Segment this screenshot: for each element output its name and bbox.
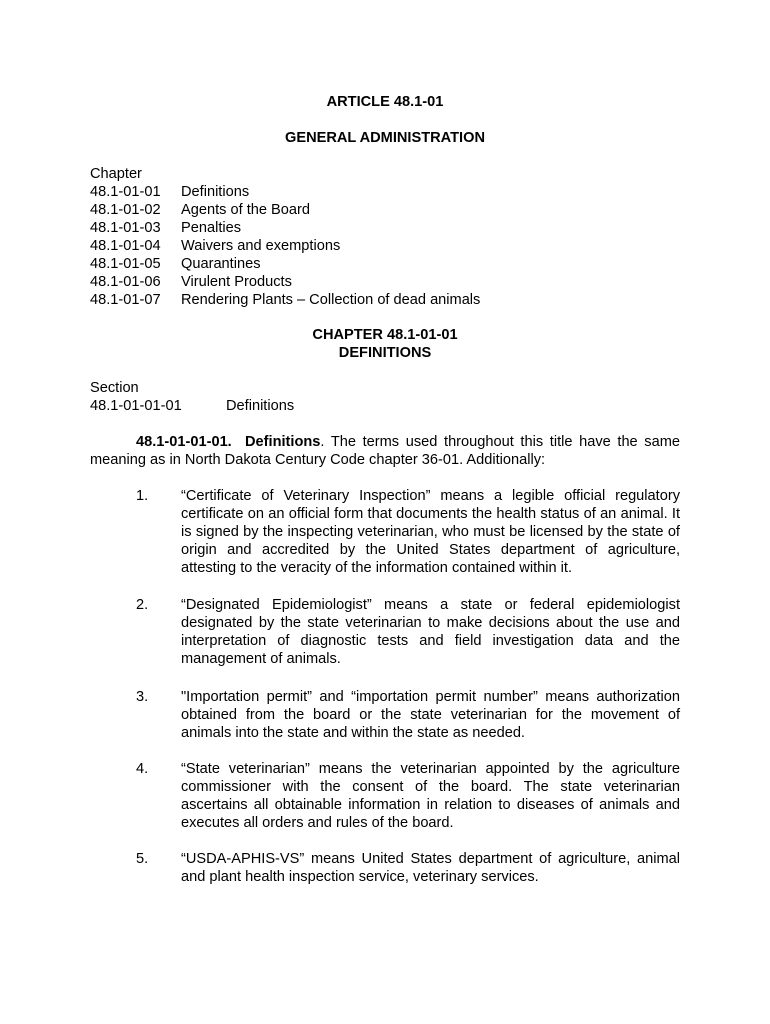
toc-row-number: 48.1-01-02 bbox=[90, 202, 161, 218]
definitions-intro-text: . The terms used throughout this title have the same meaning as in North Dakota Century Code chapter 36-01. Additionally: bbox=[90, 434, 680, 468]
toc-row-title: Quarantines bbox=[181, 256, 261, 272]
definition-text: “Designated Epidemiologist” means a state or federal epidemiologist designated by the state veterinarian to make decisions about the use and interpretation of diagnostic tests and field investigation data and the management of animals. bbox=[181, 597, 680, 667]
toc-row-number: 48.1-01-04 bbox=[90, 238, 161, 254]
article-subtitle: GENERAL ADMINISTRATION bbox=[285, 130, 485, 146]
toc-row-title: Agents of the Board bbox=[181, 202, 310, 218]
toc-row-title: Definitions bbox=[181, 184, 250, 200]
definitions-intro bbox=[90, 433, 680, 469]
definitions-lead-title: Definitions bbox=[245, 434, 321, 450]
definition-text: “USDA-APHIS-VS” means United States department of agriculture, animal and plant health inspection service, veterinary services. bbox=[181, 851, 680, 885]
toc-row-title: Rendering Plants – Collection of dead animals bbox=[181, 292, 481, 308]
section-index-title: Definitions bbox=[226, 398, 295, 414]
toc-row-number: 48.1-01-01 bbox=[90, 184, 161, 200]
definition-number: 4. bbox=[136, 761, 149, 777]
toc-row-number: 48.1-01-03 bbox=[90, 220, 161, 236]
toc-row-title: Penalties bbox=[181, 220, 242, 236]
toc-row-title: Virulent Products bbox=[181, 274, 292, 290]
definition-number: 2. bbox=[136, 597, 149, 613]
definition-text: “Certificate of Veterinary Inspection” means a legible official regulatory certificate on an official form that documents the health status of an animal. It is signed by the inspecting veterinarian, who must be licensed by the state of origin and accredited by the United States department of agriculture, attesting to the veracity of the information contained within it. bbox=[181, 488, 680, 576]
toc-label: Chapter bbox=[90, 166, 142, 182]
toc-row-title: Waivers and exemptions bbox=[181, 238, 341, 254]
definition-number: 3. bbox=[136, 689, 149, 705]
chapter-subtitle: DEFINITIONS bbox=[338, 345, 432, 361]
section-label: Section bbox=[90, 380, 139, 396]
definition-text: “State veterinarian” means the veterinarian appointed by the agriculture commissioner with the consent of the board. The state veterinarian ascertains all obtainable information in relation to diseases of animals and executes all orders and rules of the board. bbox=[181, 761, 680, 831]
toc-row-number: 48.1-01-07 bbox=[90, 292, 161, 308]
definitions-lead-number: 48.1-01-01-01. bbox=[136, 434, 232, 450]
article-title: ARTICLE 48.1-01 bbox=[326, 94, 444, 110]
definition-text: "Importation permit” and “importation permit number” means authorization obtained from the board or the state veterinarian for the movement of animals into the state and within the state as needed. bbox=[181, 689, 680, 741]
definition-number: 1. bbox=[136, 488, 149, 504]
chapter-title: CHAPTER 48.1-01-01 bbox=[312, 327, 458, 343]
toc-row-number: 48.1-01-05 bbox=[90, 256, 161, 272]
toc-row-number: 48.1-01-06 bbox=[90, 274, 161, 290]
section-index-number: 48.1-01-01-01 bbox=[90, 398, 182, 414]
definition-number: 5. bbox=[136, 851, 149, 867]
